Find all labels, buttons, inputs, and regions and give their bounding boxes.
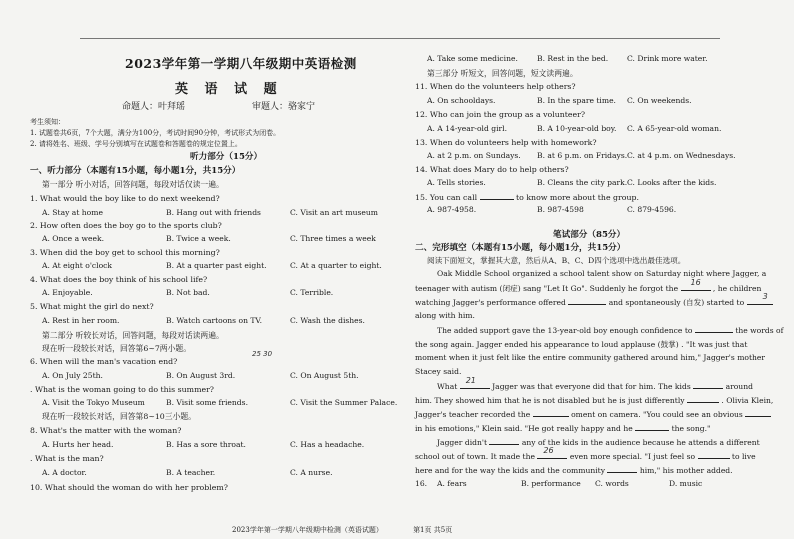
listening-part-title: 听力部分（15分）: [190, 152, 263, 162]
q14-option-a: A. Tells stories.: [427, 178, 486, 187]
listening-section-title: 一、听力部分（本题有15小题，每小题1分，共15分）: [30, 166, 241, 176]
q3-option-a: A. At eight o'clock: [42, 261, 113, 270]
blank-28: [537, 446, 567, 459]
question-15: [415, 192, 639, 202]
question-12: 12. Who can join the group as a volunteer?: [415, 110, 586, 119]
writing-part-title: 笔试部分（85分）: [553, 230, 626, 240]
q8-option-a: A. Hurts her head.: [42, 440, 114, 449]
notice-heading: 考生须知：: [30, 118, 65, 126]
q1-option-a: A. Stay at home: [42, 208, 103, 217]
passage-text: him," his mother added.: [639, 466, 733, 475]
passage-text: teenager with autism (闭症) sang "Let It Go". Suddenly he forgot the: [415, 284, 679, 293]
q3-option-b: B. At a quarter past eight.: [166, 261, 267, 270]
q8-option-b: B. Has a sore throat.: [166, 440, 246, 449]
q11-option-c: C. On weekends.: [627, 96, 692, 105]
q15-option-b: B. 987-4598: [537, 205, 584, 214]
q16-option-c: C. words: [595, 479, 629, 488]
q6-option-b: B. On August 3rd.: [166, 371, 236, 380]
q4-option-c: C. Terrible.: [290, 288, 334, 297]
question-7: . What is the woman going to do this summer?: [30, 385, 214, 394]
passage-text: watching Jagger's performance offered: [415, 298, 566, 307]
page-footer: [232, 525, 452, 535]
passage-text: Jagger didn't: [437, 438, 488, 447]
blank-19: [695, 325, 733, 333]
q1-option-c: C. Visit an art museum: [290, 208, 378, 217]
passage-text: the song.": [671, 424, 711, 433]
q9-option-b: B. A teacher.: [166, 468, 216, 477]
cloze-section-title: 二、完形填空（本题有15小题，每小题1分，共15分）: [415, 243, 626, 253]
handwritten-number: 21: [465, 376, 476, 385]
listening-part-3: 第三部分 听短文，回答问题，短文读两遍。: [427, 69, 578, 78]
q5-option-b: B. Watch cartoons on TV.: [166, 316, 263, 325]
q10-option-a: A. Take some medicine.: [427, 54, 518, 63]
passage-text: school out of town. It made the: [415, 452, 535, 461]
passage-text: . Olivia Klein,: [721, 396, 774, 405]
passage-p1-line-1: Oak Middle School organized a school talent show on Saturday night where Jagger, a: [437, 269, 767, 278]
q15-text-end: to know more about the group.: [516, 193, 639, 202]
q15-option-a: A. 987-4958.: [427, 205, 477, 214]
question-8: 8. What's the matter with the woman?: [30, 426, 182, 435]
q15-option-c: C. 879-4596.: [627, 205, 677, 214]
passage-p3-line-2: [415, 395, 773, 405]
passage-text: and spontaneously (自发) started to: [608, 298, 745, 307]
q3-option-c: C. At a quarter to eight.: [290, 261, 382, 270]
passage-text: any of the kids in the audience because he attends a different: [521, 438, 760, 447]
q11-option-a: A. On schooldays.: [427, 96, 496, 105]
q16-number: 16.: [415, 479, 428, 488]
q6-option-c: C. On August 5th.: [290, 371, 359, 380]
listening-part-2: 第二部分 听较长对话，回答问题，每段对话读两遍。: [42, 331, 224, 340]
passage-text: to live: [731, 452, 756, 461]
question-5: 5. What might the girl do next?: [30, 302, 154, 311]
listening-part-1: 第一部分 听小对话，回答问题，每段对话仅读一遍。: [42, 180, 224, 189]
cloze-instruction: 阅读下面短文，掌握其大意，然后从A、B、C、D四个选项中选出最佳选项。: [427, 256, 686, 265]
passage-text: him. They showed him that he is not disabled but he is just differently: [415, 396, 685, 405]
blank-17: [568, 297, 606, 305]
q9-option-a: A. A doctor.: [42, 468, 87, 477]
passage-p1-line-3: [415, 292, 773, 308]
passage-p2-line-3: moment when it just felt like the entire community gathered around him," Jagger's mother: [415, 353, 766, 362]
top-rule: [80, 38, 720, 39]
passage-text: Jagger's teacher recorded the: [415, 410, 531, 419]
passage-p3-line-3: [415, 409, 771, 419]
q13-option-b: B. at 6 p.m. on Fridays.: [537, 151, 628, 160]
passage-text: , he children: [712, 284, 762, 293]
q12-option-c: C. A 65-year-old woman.: [627, 124, 722, 133]
q6-option-a: A. On July 25th.: [42, 371, 103, 380]
q1-option-b: B. Hang out with friends: [166, 208, 261, 217]
passage-text: oment on camera. "You could see an obvious: [571, 410, 743, 419]
passage-p4-line-3: [415, 465, 733, 475]
blank-18: [747, 292, 773, 305]
question-9: . What is the man?: [30, 454, 104, 463]
blank-25: [745, 409, 771, 417]
passage-p4-line-2: [415, 446, 756, 461]
q14-option-c: C. Looks after the kids.: [627, 178, 717, 187]
q2-option-c: C. Three times a week: [290, 234, 376, 243]
passage-text: the words of: [735, 326, 784, 335]
proposer: 命题人：叶拜瑶: [122, 102, 186, 112]
question-11: 11. When do the volunteers help others?: [415, 82, 576, 91]
q12-option-b: B. A 10-year-old boy.: [537, 124, 617, 133]
q7-option-c: C. Visit the Summer Palace.: [290, 398, 398, 407]
blank-16: [681, 278, 711, 291]
q13-option-a: A. at 2 p.m. on Sundays.: [427, 151, 521, 160]
q2-option-a: A. Once a week.: [42, 234, 105, 243]
blank-22: [693, 381, 723, 389]
question-2: 2. How often does the boy go to the sports club?: [30, 221, 222, 230]
q10-option-c: C. Drink more water.: [627, 54, 708, 63]
passage-text: here and for the way the kids and the community: [415, 466, 605, 475]
q5-option-c: C. Wash the dishes.: [290, 316, 365, 325]
q4-option-a: A. Enjoyable.: [42, 288, 93, 297]
exam-subtitle: 英 语 试 题: [175, 82, 283, 97]
q9-option-c: C. A nurse.: [290, 468, 333, 477]
handwritten-number: 16: [690, 278, 701, 287]
passage-p4-line-1: [437, 437, 760, 447]
notice-line-1: 1. 试题卷共6页，7个大题，满分为100分，考试时间90分钟，考试形式为闭卷。: [30, 129, 281, 137]
q2-option-b: B. Twice a week.: [166, 234, 231, 243]
blank-24: [533, 409, 569, 417]
reviewer: 审题人：骆家宁: [252, 102, 316, 112]
q7-option-b: B. Visit some friends.: [166, 398, 248, 407]
blank-29: [698, 451, 730, 459]
passage-p3-line-1: [437, 376, 753, 391]
blank-26: [635, 423, 669, 431]
passage-p1-line-2: [415, 278, 762, 294]
blank-21: [460, 376, 490, 389]
passage-text: Jagger was that everyone did that for him. The kids: [492, 382, 691, 391]
footer-title: 2023学年第一学期八年级期中检测（英语试题）: [232, 526, 383, 534]
q13-option-c: C. at 4 p.m. on Wednesdays.: [627, 151, 736, 160]
q10-option-b: B. Rest in the bed.: [537, 54, 609, 63]
blank-23: [687, 395, 719, 403]
q5-option-a: A. Rest in her room.: [42, 316, 120, 325]
question-13: 13. When do volunteers help with homework?: [415, 138, 597, 147]
q16-option-a: A. fears: [437, 479, 467, 488]
exam-title: 2023学年第一学期八年级期中英语检测: [125, 56, 357, 71]
listening-part-2-note: 现在听一段较长对话，回答第6~7两小题。: [42, 344, 191, 353]
passage-p1-line-4: along with him.: [415, 311, 475, 320]
passage-text: even more special. "I just feel so: [569, 452, 696, 461]
handwritten-number: 3: [762, 292, 768, 301]
footer-page-number: 第1页 共5页: [413, 526, 453, 534]
question-6: 6. When will the man's vacation end?: [30, 357, 178, 366]
question-3: 3. When did the boy get to school this morning?: [30, 248, 220, 257]
passage-p2-line-1: [437, 325, 783, 335]
q15-text-start: 15. You can call: [415, 193, 478, 202]
question-4: 4. What does the boy think of his school life?: [30, 275, 208, 284]
notice-line-2: 2. 请将姓名、班级、学号分别填写在试题卷和答题卷的规定位置上。: [30, 140, 242, 148]
question-14: 14. What does Mary do to help others?: [415, 165, 569, 174]
passage-p2-line-4: Stacey said.: [415, 367, 462, 376]
q4-option-b: B. Not bad.: [166, 288, 210, 297]
q16-option-d: D. music: [669, 479, 703, 488]
q8-option-c: C. Has a headache.: [290, 440, 365, 449]
q7-option-a: A. Visit the Tokyo Museum: [42, 398, 145, 407]
blank-30: [607, 465, 637, 473]
q11-option-b: B. In the spare time.: [537, 96, 616, 105]
passage-p3-line-4: [415, 423, 711, 433]
q15-blank: [480, 192, 514, 200]
passage-text: around: [725, 382, 753, 391]
passage-text: The added support gave the 13-year-old boy enough confidence to: [437, 326, 693, 335]
question-1: 1. What would the boy like to do next weekend?: [30, 194, 220, 203]
handwritten-mark-q6: 25 30: [252, 350, 273, 358]
passage-p2-line-2: the song again. Jagger ended his appearance to loud applause (鼓掌) . "It was just that: [415, 340, 748, 349]
passage-text: in his emotions," Klein said. "He got really happy and he: [415, 424, 633, 433]
q12-option-a: A. A 14-year-old girl.: [427, 124, 507, 133]
blank-27: [489, 437, 519, 445]
question-10: 10. What should the woman do with her problem?: [30, 483, 228, 492]
listening-part-2-note-2: 现在听一段较长对话，回答第8~10三小题。: [42, 412, 196, 421]
q14-option-b: B. Cleans the city park.: [537, 178, 628, 187]
passage-text: What: [437, 382, 458, 391]
handwritten-number: 26: [543, 446, 554, 455]
q16-option-b: B. performance: [521, 479, 581, 488]
